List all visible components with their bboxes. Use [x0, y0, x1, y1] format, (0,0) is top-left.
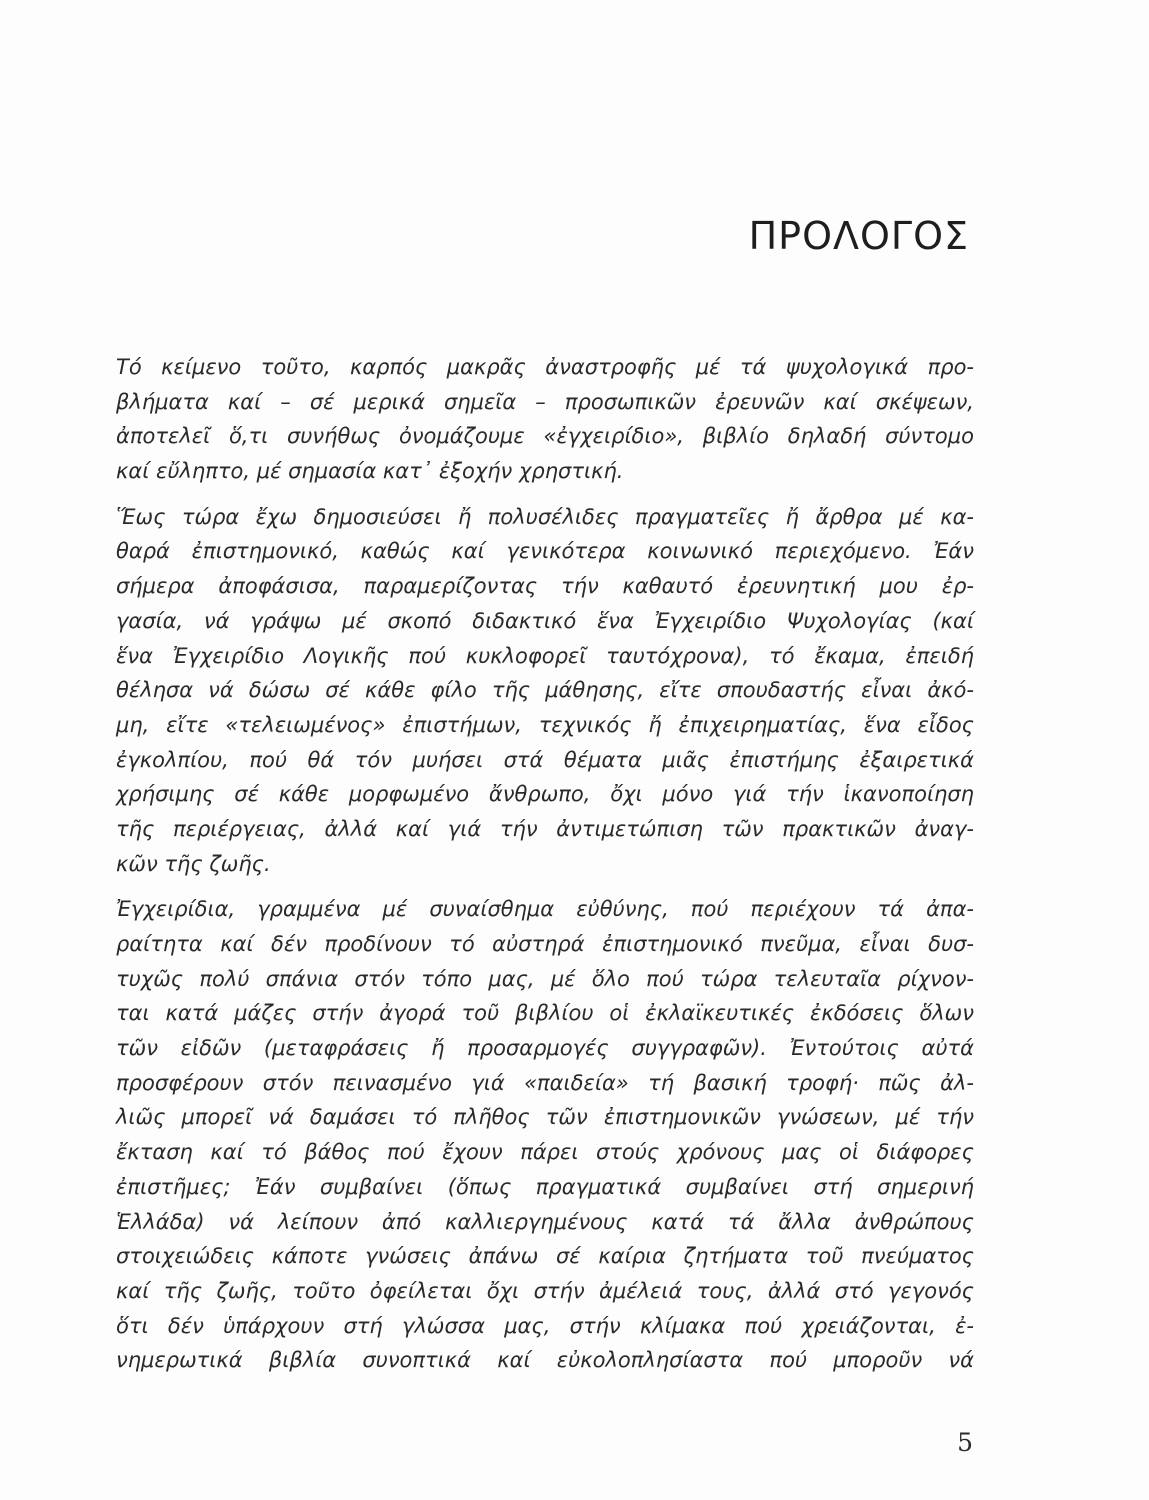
text-line: τυχῶς πολύ σπάνια στόν τόπο μας, μέ ὅλο πού τώρα τελευταῖα ρίχνον-	[116, 966, 974, 991]
text-line: τῆς περιέργειας, ἀλλά καί γιά τήν ἀντιμετώπιση τῶν πρακτικῶν ἀναγ-	[116, 816, 974, 841]
paragraph-1	[116, 350, 974, 489]
text-line: ἐγκολπίου, πού θά τόν μυήσει στά θέματα μιᾶς ἐπιστήμης ἐξαιρετικά	[116, 747, 974, 772]
text-line: καί τῆς ζωῆς, τοῦτο ὀφείλεται ὄχι στήν ἀμέλειά τους, ἀλλά στό γεγονός	[116, 1278, 974, 1303]
text-line: λιῶς μπορεῖ νά δαμάσει τό πλῆθος τῶν ἐπιστημονικῶν γνώσεων, μέ τήν	[116, 1105, 974, 1130]
text-line: ἀποτελεῖ ὅ,τι συνήθως ὀνομάζουμε «ἐγχειρίδιο», βιβλίο δηλαδή σύντομο	[116, 424, 974, 449]
paragraph-3	[116, 892, 974, 1378]
text-line: μη, εἴτε «τελειωμένος» ἐπιστήμων, τεχνικός ἤ ἐπιχειρηματίας, ἕνα εἶδος	[116, 712, 974, 737]
text-line: στοιχειώδεις κάποτε γνώσεις ἀπάνω σέ καίρια ζητήματα τοῦ πνεύματος	[116, 1244, 974, 1269]
page-number: 5	[957, 1428, 973, 1457]
text-line: γασία, νά γράψω μέ σκοπό διδακτικό ἕνα Ἐγχειρίδιο Ψυχολογίας (καί	[116, 608, 974, 633]
text-line: ἔκταση καί τό βάθος πού ἔχουν πάρει στούς χρόνους μας οἱ διάφορες	[116, 1140, 974, 1165]
text-line: προσφέρουν στόν πεινασμένο γιά «παιδεία» τή βασική τροφή· πῶς ἀλ-	[116, 1070, 974, 1095]
text-line: θαρά ἐπιστημονικό, καθώς καί γενικότερα κοινωνικό περιεχόμενο. Ἐάν	[116, 539, 974, 564]
body-text	[116, 350, 974, 1389]
text-line: ραίτητα καί δέν προδίνουν τό αὐστηρά ἐπιστημονικό πνεῦμα, εἶναι δυσ-	[116, 932, 974, 956]
page-title: ΠΡΟΛΟΓΟΣ	[748, 214, 969, 258]
text-line: ἕνα Ἐγχειρίδιο Λογικῆς πού κυκλοφορεῖ ταυτόχρονα), τό ἔκαμα, ἐπειδή	[116, 643, 974, 668]
text-line: σήμερα ἀποφάσισα, παραμερίζοντας τήν καθαυτό ἐρευνητική μου ἐρ-	[116, 574, 974, 599]
text-line: ται κατά μάζες στήν ἀγορά τοῦ βιβλίου οἱ ἐκλαϊκευτικές ἐκδόσεις ὅλων	[116, 1001, 974, 1026]
text-line: καί εὔληπτο, μέ σημασία κατ᾽ ἐξοχήν χρηστική.	[116, 459, 624, 484]
text-line: Ἐγχειρίδια, γραμμένα μέ συναίσθημα εὐθύνης, πού περιέχουν τά ἀπα-	[116, 897, 974, 922]
text-line: βλήματα καί – σέ μερικά σημεῖα – προσωπικῶν ἐρευνῶν καί σκέψεων,	[116, 389, 974, 414]
text-line: ὅτι δέν ὑπάρχουν στή γλώσσα μας, στήν κλίμακα πού χρειάζονται, ἐ-	[116, 1313, 974, 1338]
text-line: Ἕως τώρα ἔχω δημοσιεύσει ἤ πολυσέλιδες πραγματεῖες ἤ ἄρθρα μέ κα-	[116, 504, 974, 529]
text-line: Τό κείμενο τοῦτο, καρπός μακρᾶς ἀναστροφῆς μέ τά ψυχολογικά προ-	[116, 355, 974, 379]
text-line: τῶν εἰδῶν (μεταφράσεις ἤ προσαρμογές συγγραφῶν). Ἐντούτοις αὐτά	[116, 1036, 974, 1061]
text-line: Ἑλλάδα) νά λείπουν ἀπό καλλιεργημένους κατά τά ἄλλα ἀνθρώπους	[116, 1209, 974, 1234]
text-line: κῶν τῆς ζωῆς.	[116, 851, 271, 876]
text-line: θέλησα νά δώσω σέ κάθε φίλο τῆς μάθησης, εἴτε σπουδαστής εἶναι ἀκό-	[116, 678, 974, 703]
text-line: ἐπιστῆμες; Ἐάν συμβαίνει (ὅπως πραγματικά συμβαίνει στή σημερινή	[116, 1174, 974, 1199]
text-line: χρήσιμης σέ κάθε μορφωμένο ἄνθρωπο, ὄχι μόνο γιά τήν ἱκανοποίηση	[116, 782, 974, 807]
paragraph-2	[116, 500, 974, 882]
text-line: νημερωτικά βιβλία συνοπτικά καί εὐκολοπλησίαστα πού μποροῦν νά	[116, 1348, 974, 1373]
